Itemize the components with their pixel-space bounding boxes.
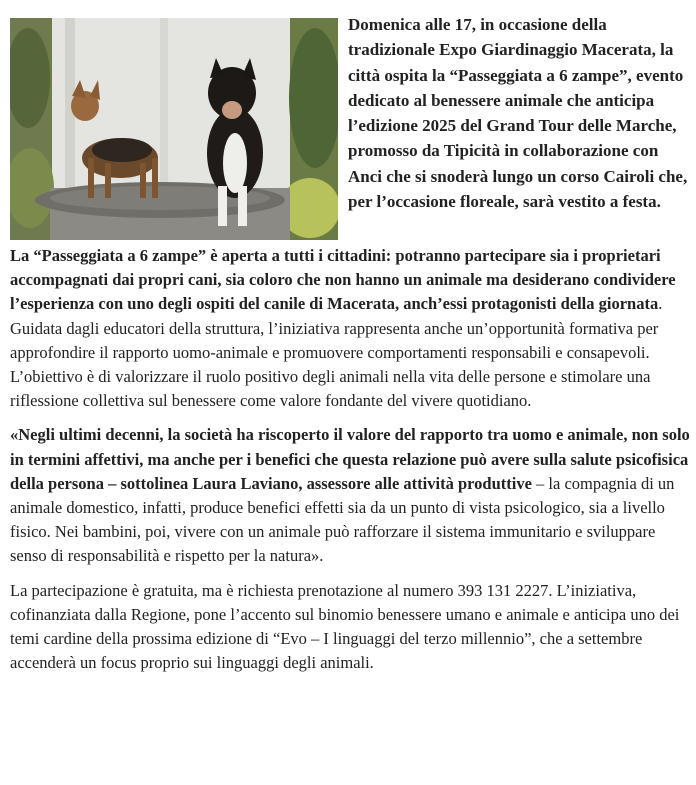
paragraph-3-bold: «Negli ultimi decenni, la società ha riscoperto il valore del rapporto tra uomo e animale, non solo in termini affettivi, ma anche per i benefici che questa relazione può avere sulla salute psicofisica della persona – sottolinea Laura Laviano, assessore alle attività produttive xyxy=(10,425,690,493)
paragraph-2-bold: La “Passeggiata a 6 zampe” è aperta a tutti i cittadini: potranno partecipare sia i proprietari accompagnati dai propri cani, sia coloro che non hanno un animale ma desiderano condividere l’esperienza con uno degli ospiti del canile di Macerata, anch’essi protagonisti della giornata xyxy=(10,246,676,314)
paragraph-2-text: . Guidata dagli educatori della struttura, l’iniziativa rappresenta anche un’opportunità formativa per approfondire il rapporto uomo-animale e promuovere comportamenti responsabili e consapevoli. L’obiettivo è di valorizzare il ruolo positivo degli animali nella vita delle persone e stimolare una riflessione collettiva sul benessere come valore fondante del vivere quotidiano. xyxy=(10,294,663,411)
paragraph-3 xyxy=(10,423,694,568)
article-photo xyxy=(10,18,338,240)
lead-paragraph: Domenica alle 17, in occasione della tradizionale Expo Giardinaggio Macerata, la città ospita la “Passeggiata a 6 zampe”, evento dedicato al benessere animale che anticipa l’edizione 2025 del Grand Tour delle Marche, promosso da Tipicità in collaborazione con Anci che si snoderà lungo un corso Cairoli che, per l’occasione floreale, sarà vestito a festa. xyxy=(348,15,688,212)
paragraph-3-text: – la compagnia di un animale domestico, infatti, produce benefici effetti sia da un punto di vista psicologico, sia a livello fisico. Nei bambini, poi, vivere con un animale può rafforzare il sistema immunitario e sviluppare senso di responsabilità e rispetto per la natura». xyxy=(10,473,675,566)
paragraph-4: La partecipazione è gratuita, ma è richiesta prenotazione al numero 393 131 2227. L’iniziativa, cofinanziata dalla Regione, pone l’accento sul binomio benessere umano e animale e anticipa uno dei temi cardine della prossima edizione di “Evo – I linguaggi del terzo millennio”, che a settembre accenderà un focus proprio sui linguaggi degli animali. xyxy=(10,580,680,673)
dogs-image xyxy=(10,18,338,240)
paragraph-2 xyxy=(10,244,694,413)
